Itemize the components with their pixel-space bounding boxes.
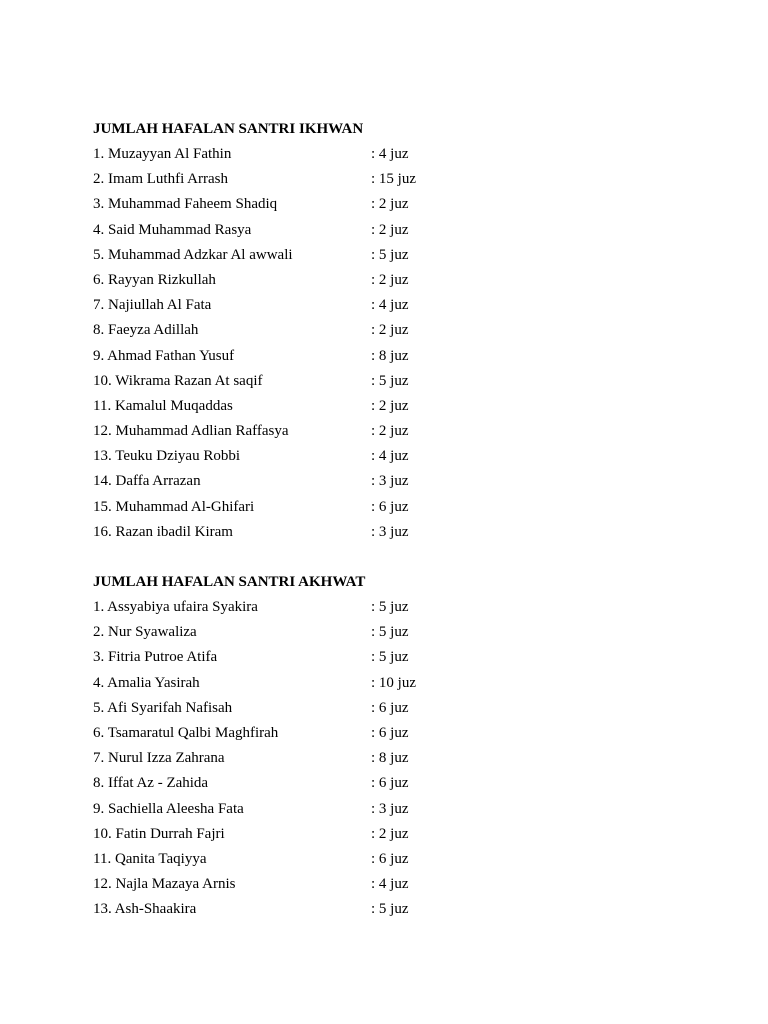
santri-name: 8. Iffat Az - Zahida bbox=[93, 775, 209, 792]
section-santri-akhwat bbox=[93, 571, 693, 923]
hafalan-juz: : 6 juz bbox=[371, 775, 409, 792]
list-item bbox=[93, 873, 693, 898]
santri-name: 13. Ash-Shaakira bbox=[93, 901, 197, 918]
hafalan-juz: : 2 juz bbox=[371, 397, 409, 414]
hafalan-juz: : 2 juz bbox=[371, 271, 409, 288]
santri-name: 14. Daffa Arrazan bbox=[93, 473, 201, 490]
list-item bbox=[93, 646, 693, 671]
list-item bbox=[93, 848, 693, 873]
hafalan-juz: : 2 juz bbox=[371, 322, 409, 339]
list-item bbox=[93, 823, 693, 848]
hafalan-juz: : 5 juz bbox=[371, 246, 409, 263]
santri-name: 4. Amalia Yasirah bbox=[93, 674, 200, 691]
list-item bbox=[93, 168, 693, 193]
santri-name: 5. Afi Syarifah Nafisah bbox=[93, 699, 233, 716]
hafalan-juz: : 5 juz bbox=[371, 624, 409, 641]
hafalan-juz: : 5 juz bbox=[371, 372, 409, 389]
hafalan-juz: : 2 juz bbox=[371, 196, 409, 213]
santri-name: 5. Muhammad Adzkar Al awwali bbox=[93, 246, 293, 263]
list-item bbox=[93, 244, 693, 269]
hafalan-juz: : 4 juz bbox=[371, 297, 409, 314]
list-item bbox=[93, 269, 693, 294]
hafalan-juz: : 2 juz bbox=[371, 221, 409, 238]
list-item bbox=[93, 798, 693, 823]
santri-name: 10. Fatin Durrah Fajri bbox=[93, 825, 225, 842]
santri-name: 2. Imam Luthfi Arrash bbox=[93, 171, 228, 188]
hafalan-juz: : 3 juz bbox=[371, 800, 409, 817]
santri-list bbox=[93, 596, 693, 923]
hafalan-juz: : 5 juz bbox=[371, 901, 409, 918]
list-item bbox=[93, 697, 693, 722]
hafalan-juz: : 8 juz bbox=[371, 750, 409, 767]
santri-name: 10. Wikrama Razan At saqif bbox=[93, 372, 263, 389]
santri-name: 16. Razan ibadil Kiram bbox=[93, 523, 233, 540]
santri-name: 7. Nurul Izza Zahrana bbox=[93, 750, 225, 767]
santri-name: 11. Qanita Taqiyya bbox=[93, 850, 207, 867]
hafalan-juz: : 3 juz bbox=[371, 523, 409, 540]
santri-name: 1. Assyabiya ufaira Syakira bbox=[93, 599, 258, 615]
hafalan-juz: : 10 juz bbox=[371, 674, 416, 691]
hafalan-juz: : 5 juz bbox=[371, 599, 409, 615]
list-item bbox=[93, 370, 693, 395]
santri-name: 3. Fitria Putroe Atifa bbox=[93, 649, 218, 666]
hafalan-juz: : 4 juz bbox=[371, 876, 409, 893]
list-item bbox=[93, 345, 693, 370]
santri-name: 12. Muhammad Adlian Raffasya bbox=[93, 423, 289, 440]
hafalan-juz: : 4 juz bbox=[371, 448, 409, 465]
santri-name: 6. Rayyan Rizkullah bbox=[93, 271, 216, 288]
list-item bbox=[93, 445, 693, 470]
santri-list bbox=[93, 143, 693, 546]
santri-name: 3. Muhammad Faheem Shadiq bbox=[93, 196, 278, 213]
santri-name: 7. Najiullah Al Fata bbox=[93, 297, 212, 314]
hafalan-juz: : 3 juz bbox=[371, 473, 409, 490]
list-item bbox=[93, 294, 693, 319]
list-item bbox=[93, 722, 693, 747]
hafalan-juz: : 6 juz bbox=[371, 850, 409, 867]
santri-name: 13. Teuku Dziyau Robbi bbox=[93, 448, 240, 465]
list-item bbox=[93, 596, 693, 621]
list-item bbox=[93, 470, 693, 495]
list-item bbox=[93, 143, 693, 168]
section-title: JUMLAH HAFALAN SANTRI AKHWAT bbox=[93, 574, 366, 590]
hafalan-juz: : 15 juz bbox=[371, 171, 416, 188]
santri-name: 4. Said Muhammad Rasya bbox=[93, 221, 252, 238]
section-santri-ikhwan bbox=[93, 118, 693, 546]
santri-name: 15. Muhammad Al-Ghifari bbox=[93, 498, 255, 515]
list-item bbox=[93, 420, 693, 445]
list-item bbox=[93, 319, 693, 344]
hafalan-juz: : 6 juz bbox=[371, 724, 409, 741]
list-item bbox=[93, 395, 693, 420]
santri-name: 2. Nur Syawaliza bbox=[93, 624, 197, 641]
list-item bbox=[93, 521, 693, 546]
hafalan-juz: : 2 juz bbox=[371, 825, 409, 842]
santri-name: 9. Ahmad Fathan Yusuf bbox=[93, 347, 235, 364]
hafalan-juz: : 6 juz bbox=[371, 699, 409, 716]
santri-name: 1. Muzayyan Al Fathin bbox=[93, 146, 232, 162]
santri-name: 11. Kamalul Muqaddas bbox=[93, 397, 233, 414]
santri-name: 8. Faeyza Adillah bbox=[93, 322, 199, 339]
list-item bbox=[93, 219, 693, 244]
santri-name: 9. Sachiella Aleesha Fata bbox=[93, 800, 244, 817]
list-item bbox=[93, 672, 693, 697]
list-item bbox=[93, 772, 693, 797]
list-item bbox=[93, 621, 693, 646]
list-item bbox=[93, 898, 693, 923]
hafalan-juz: : 8 juz bbox=[371, 347, 409, 364]
hafalan-juz: : 5 juz bbox=[371, 649, 409, 666]
hafalan-juz: : 2 juz bbox=[371, 423, 409, 440]
list-item bbox=[93, 193, 693, 218]
santri-name: 6. Tsamaratul Qalbi Maghfirah bbox=[93, 724, 279, 741]
santri-name: 12. Najla Mazaya Arnis bbox=[93, 876, 236, 893]
list-item bbox=[93, 747, 693, 772]
hafalan-juz: : 6 juz bbox=[371, 498, 409, 515]
hafalan-juz: : 4 juz bbox=[371, 146, 409, 162]
list-item bbox=[93, 496, 693, 521]
section-title: JUMLAH HAFALAN SANTRI IKHWAN bbox=[93, 121, 364, 137]
